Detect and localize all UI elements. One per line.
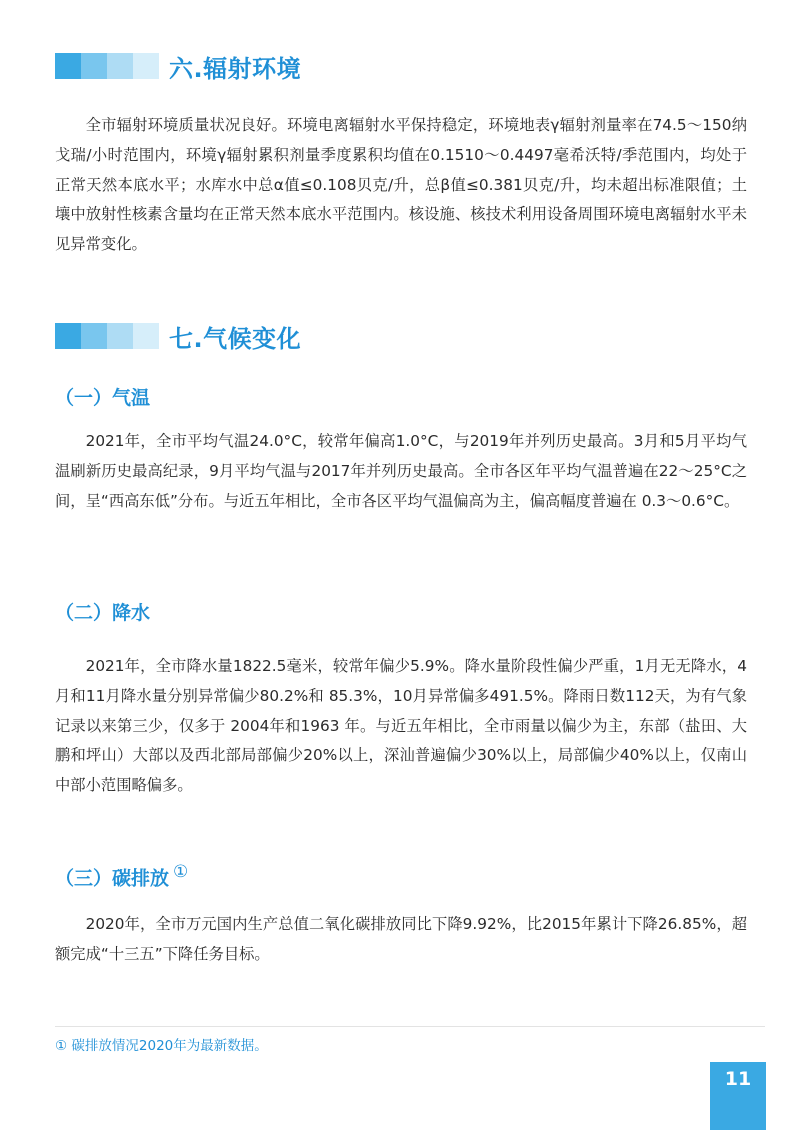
subheading-precipitation: （二）降水 bbox=[55, 602, 151, 624]
page-number: 11 bbox=[710, 1062, 766, 1130]
radiation-paragraph: 全市辐射环境质量状况良好。环境电离辐射水平保持稳定，环境地表γ辐射剂量率在74.5～150纳戈瑞/小时范围内，环境γ辐射累积剂量季度累积均值在0.1510～0.4497毫希沃特/季范围内，均处于正常天然本底水平；水库水中总α值≤0.108贝克/升，总β值≤0.381贝克/升，均未超出标准限值；土壤中放射性核素含量均在正常天然本底水平范围内。核设施、核技术利用设备周围环境电离辐射水平未见异常变化。 bbox=[55, 116, 747, 254]
section-heading-climate bbox=[55, 316, 301, 356]
precipitation-paragraph: 2021年，全市降水量1822.5毫米，较常年偏少5.9%。降水量阶段性偏少严重，1月无无降水，4月和11月降水量分别异常偏少80.2%和 85.3%，10月异常偏多491.5%。降雨日数112天，为有气象记录以来第三少，仅多于 2004年和1963 年。与近五年相比，全市雨量以偏少为主，东部（盐田、大鹏和坪山）大部以及西北部局部偏少20%以上，深汕普遍偏少30%以上，局部偏少40%以上，仅南山中部小范围略偏多。 bbox=[55, 657, 747, 795]
footnote-reference[interactable]: ① bbox=[173, 862, 189, 882]
section-heading-radiation bbox=[55, 46, 301, 86]
temperature-paragraph: 2021年，全市平均气温24.0°C，较常年偏高1.0°C，与2019年并列历史最高。3月和5月平均气温刷新历史最高纪录，9月平均气温与2017年并列历史最高。全市各区年平均气温普遍在22～25°C之间，呈“西高东低”分布。与近五年相比，全市各区平均气温偏高为主，偏高幅度普遍在 0.3～0.6°C。 bbox=[55, 432, 747, 510]
heading-decoration-blocks bbox=[55, 323, 159, 349]
subheading-carbon-emission bbox=[55, 862, 188, 890]
footnote-divider bbox=[55, 1026, 765, 1027]
section-title: 七.气候变化 bbox=[169, 324, 302, 353]
heading-decoration-blocks bbox=[55, 53, 159, 79]
carbon-paragraph: 2020年，全市万元国内生产总值二氧化碳排放同比下降9.92%，比2015年累计下降26.85%，超额完成“十三五”下降任务目标。 bbox=[55, 915, 747, 963]
section-title: 六.辐射环境 bbox=[169, 54, 302, 83]
subheading-carbon-text: （三）碳排放 bbox=[55, 867, 170, 890]
footnote-text: ① 碳排放情况2020年为最新数据。 bbox=[55, 1038, 268, 1054]
subheading-temperature: （一）气温 bbox=[55, 387, 151, 409]
